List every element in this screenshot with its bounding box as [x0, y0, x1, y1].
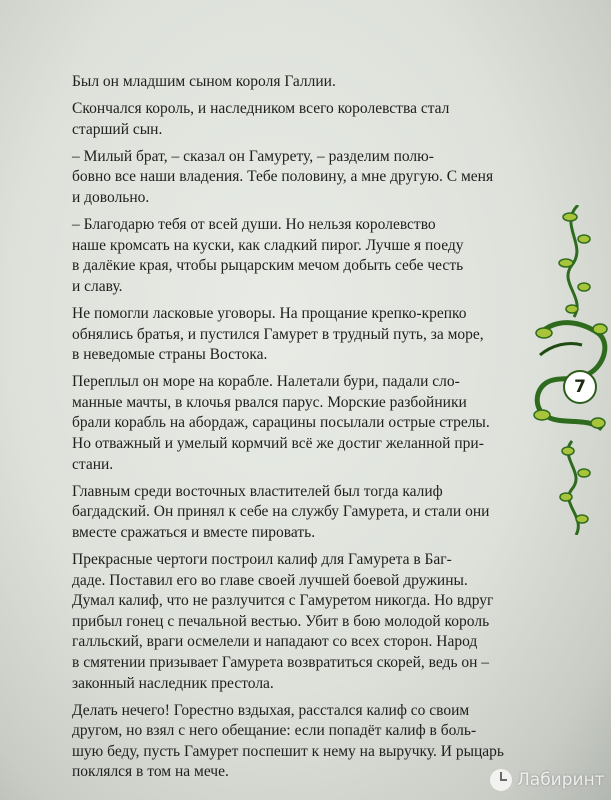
text-line: – Благодарю тебя от всей души. Но нельзя королевство: [72, 216, 436, 234]
text-line: наше кромсать на куски, как сладкий пирог. Лучше я поеду: [72, 236, 464, 254]
paragraph-8: [72, 550, 532, 694]
text-line: другом, но взял с него обещание: если попадёт калиф в боль-: [72, 722, 477, 740]
paragraph-9: [72, 701, 532, 783]
text-line: прибыл гонец с печальной вестью. Убит в бою молодой король: [72, 612, 490, 630]
text-line: шую беду, пусть Гамурет поспешит к нему на выручку. И рыцарь: [72, 742, 505, 760]
text-line: манные мачты, в клочья рвался парус. Морские разбойники: [72, 393, 467, 411]
text-line: Делать нечего! Горестно вздыхая, расстался калиф со своим: [72, 701, 470, 719]
text-line: и славу.: [72, 277, 123, 295]
text-line: Был он младшим сыном короля Галлии.: [72, 73, 336, 90]
paragraph-6: [72, 372, 532, 475]
text-line: в неведомые страны Востока.: [72, 346, 268, 364]
labyrinth-logo-icon: [488, 767, 514, 793]
text-line: Главным среди восточных властителей был тогда калиф: [72, 482, 443, 500]
text-line: – Милый брат, – сказал он Гамурету, – разделим полю-: [72, 147, 434, 165]
text-line: Переплыл он море на корабле. Налетали бури, падали сло-: [72, 373, 460, 391]
vine-ornament-icon: [528, 205, 611, 535]
paragraph-7: [72, 482, 532, 544]
text-line: Прекрасные чертоги построил калиф для Гамурета в Баг-: [72, 550, 452, 568]
body-text: [72, 72, 532, 790]
text-line: Но отважный и умелый кормчий всё же достиг желанной при-: [72, 435, 484, 452]
watermark-text: Лабиринт: [517, 770, 605, 790]
paragraph-2: [72, 99, 532, 140]
text-line: Думал калиф, что не разлучится с Гамуретом никогда. Но вдруг: [72, 592, 494, 610]
text-line: даде. Поставил его во главе своей лучшей боевой дружины.: [72, 571, 468, 589]
text-line: в смятении призывает Гамурета возвратиться скорей, ведь он –: [72, 653, 490, 671]
paragraph-1: [72, 72, 532, 93]
text-line: брали корабль на абордаж, сарацины посылали острые стрелы.: [72, 414, 490, 432]
text-line: галльский, враги осмелели и нападают со всех сторон. Народ: [72, 633, 478, 651]
page-number: 7: [563, 370, 597, 404]
text-line: законный наследник престола.: [72, 674, 274, 692]
paragraph-3: [72, 147, 532, 209]
watermark: [488, 762, 608, 798]
paragraph-4: [72, 215, 532, 297]
text-line: вместе сражаться и вместе пировать.: [72, 523, 316, 541]
text-line: обнялись братья, и пустился Гамурет в трудный путь, за море,: [72, 325, 484, 343]
paragraph-5: [72, 304, 532, 366]
text-line: багдадский. Он принял к себе на службу Гамурета, и стали они: [72, 503, 490, 521]
text-line: бовно все наши владения. Тебе половину, а мне другую. С меня: [72, 168, 494, 186]
text-line: Скончался король, и наследником всего королевства стал: [72, 100, 450, 118]
text-line: стани.: [72, 455, 114, 473]
text-line: и довольно.: [72, 188, 150, 206]
text-line: поклялся в том на мече.: [72, 763, 229, 781]
text-line: старший сын.: [72, 120, 163, 138]
text-line: Не помогли ласковые уговоры. На прощание крепко-крепко: [72, 304, 467, 322]
text-line: в далёкие края, чтобы рыцарским мечом добыть себе честь: [72, 257, 464, 275]
